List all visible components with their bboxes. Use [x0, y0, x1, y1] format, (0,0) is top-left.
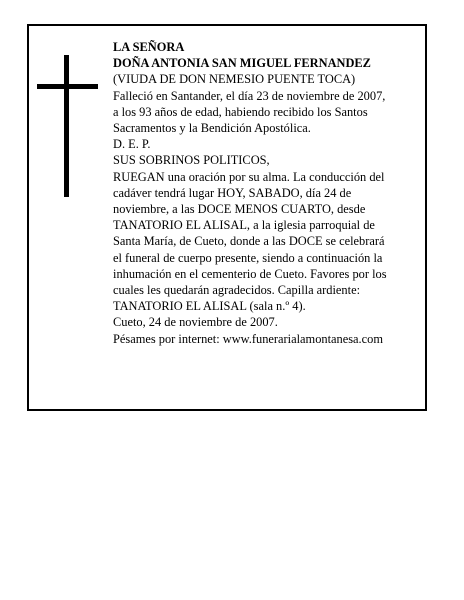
obituary-heading: LA SEÑORA	[113, 40, 185, 54]
cross-horizontal-bar	[37, 84, 98, 89]
funeral-details-line: Santa María, de Cueto, donde a las DOCE se celebrará	[113, 234, 385, 249]
place-date-line: Cueto, 24 de noviembre de 2007.	[113, 315, 278, 330]
funeral-details-line: el funeral de cuerpo presente, siendo a continuación la	[113, 250, 383, 265]
funeral-details-line: RUEGAN una oración por su alma. La conducción del	[113, 169, 385, 184]
obituary-text	[113, 39, 423, 347]
condolences-line: Pésames por internet: www.funerarialamontanesa.com	[113, 331, 383, 346]
rip-line: D. E. P.	[113, 137, 151, 152]
death-details-line: a los 93 años de edad, habiendo recibido los Santos	[113, 104, 368, 119]
mourners-line: SUS SOBRINOS POLITICOS,	[113, 153, 270, 168]
widow-of-line: (VIUDA DE DON NEMESIO PUENTE TOCA)	[113, 72, 356, 87]
funeral-details-line: TANATORIO EL ALISAL, a la iglesia parroquial de	[113, 218, 375, 233]
death-details-line: Sacramentos y la Bendición Apostólica.	[113, 121, 311, 136]
cross-vertical-bar	[64, 55, 69, 197]
funeral-details-line: TANATORIO EL ALISAL (sala n.º 4).	[113, 299, 306, 314]
funeral-details-line: inhumación en el cementerio de Cueto. Favores por los	[113, 266, 387, 281]
funeral-details-line: cuales les quedarán agradecidos. Capilla ardiente:	[113, 283, 361, 298]
death-details-line: Falleció en Santander, el día 23 de noviembre de 2007,	[113, 88, 386, 103]
deceased-name: DOÑA ANTONIA SAN MIGUEL FERNANDEZ	[113, 56, 371, 71]
funeral-details-line: noviembre, a las DOCE MENOS CUARTO, desde	[113, 202, 366, 217]
funeral-details-line: cadáver tendrá lugar HOY, SABADO, día 24 de	[113, 185, 352, 200]
